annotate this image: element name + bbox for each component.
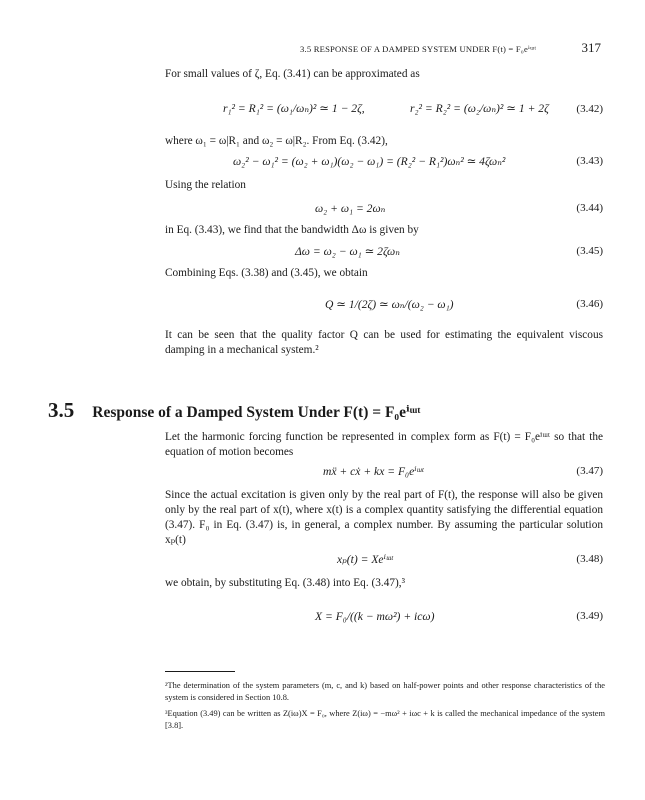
section-number: 3.5 bbox=[48, 398, 75, 422]
equation-3-42 bbox=[165, 92, 603, 128]
equation-body: ω₂² − ω₁² = (ω₂ + ω₁)(ω₂ − ω₁) = (R₂² − R₁²)ωₙ² ≃ 4ζωₙ² bbox=[233, 155, 506, 168]
equation-3-43 bbox=[165, 154, 603, 172]
equation-3-47 bbox=[165, 464, 603, 482]
paragraph: Let the harmonic forcing function be represented in complex form as F(t) = F₀eⁱᵚᵗ so that the equation of motion becomes bbox=[165, 431, 603, 458]
equation-body: mẍ + cẋ + kx = F₀eⁱᵚᵗ bbox=[323, 465, 424, 478]
equation-3-45 bbox=[165, 244, 603, 262]
equation-number: (3.45) bbox=[576, 245, 603, 257]
equation-number: (3.46) bbox=[576, 298, 603, 310]
equation-number: (3.42) bbox=[576, 103, 603, 115]
equation-number: (3.48) bbox=[576, 553, 603, 565]
equation-3-49 bbox=[165, 602, 603, 638]
equation-3-46 bbox=[165, 292, 603, 316]
equation-3-48 bbox=[165, 552, 603, 570]
paragraph: For small values of ζ, Eq. (3.41) can be approximated as bbox=[165, 68, 420, 80]
equation-body: Q ≃ 1/(2ζ) ≃ ωₙ/(ω₂ − ω₁) bbox=[325, 298, 454, 311]
footnote-2: ²The determination of the system parameters (m, c, and k) based on half-power points and other response characteristics of the system is considered in Section 10.8. bbox=[165, 681, 605, 702]
footnote-3: ³Equation (3.49) can be written as Z(iω)X = F₀, where Z(iω) = −mω² + iωc + k is called the mechanical impedance of the system [3.8]. bbox=[165, 709, 605, 730]
section-heading bbox=[48, 398, 608, 423]
equation-3-44 bbox=[165, 201, 603, 219]
equation-number: (3.47) bbox=[576, 465, 603, 477]
section-title: Response of a Damped System Under F(t) = F₀eⁱᵚᵗ bbox=[92, 404, 421, 421]
paragraph: we obtain, by substituting Eq. (3.48) into Eq. (3.47),³ bbox=[165, 577, 405, 589]
equation-body: Δω = ω₂ − ω₁ ≃ 2ζωₙ bbox=[295, 245, 400, 258]
paragraph: where ω₁ = ω|R₁ and ω₂ = ω|R₂. From Eq. (3.42), bbox=[165, 135, 388, 147]
equation-body: X = F₀/((k − mω²) + icω) bbox=[315, 610, 435, 623]
paragraph: in Eq. (3.43), we find that the bandwidth Δω is given by bbox=[165, 224, 419, 236]
equation-number: (3.49) bbox=[576, 610, 603, 622]
footnote-rule bbox=[165, 671, 235, 672]
equation-right: r₂² = R₂² = (ω₂/ωₙ)² ≃ 1 + 2ζ bbox=[410, 102, 549, 115]
header-title: 3.5 RESPONSE OF A DAMPED SYSTEM UNDER F(t) = F₀eⁱᵚᵗ bbox=[300, 44, 537, 54]
equation-body: ω₂ + ω₁ = 2ωₙ bbox=[315, 202, 386, 215]
running-header bbox=[300, 40, 601, 56]
paragraph: Using the relation bbox=[165, 179, 246, 191]
equation-body: xₚ(t) = Xeⁱᵚᵗ bbox=[337, 553, 393, 566]
page-number: 317 bbox=[581, 40, 601, 55]
paragraph: Since the actual excitation is given only by the real part of F(t), the response will also be given only by the real part of x(t), where x(t) is a complex quantity satisfying the differential equation (3.47). F₀ in Eq. (3.47) is, in general, a complex number. By assuming the particular solution xₚ(t) bbox=[165, 489, 603, 546]
paragraph: Combining Eqs. (3.38) and (3.45), we obtain bbox=[165, 267, 368, 279]
paragraph: It can be seen that the quality factor Q can be used for estimating the equivalent viscous damping in a mechanical system.² bbox=[165, 329, 603, 356]
equation-left: r₁² = R₁² = (ω₁/ωₙ)² ≃ 1 − 2ζ, bbox=[223, 102, 365, 115]
equation-number: (3.43) bbox=[576, 155, 603, 167]
equation-number: (3.44) bbox=[576, 202, 603, 214]
